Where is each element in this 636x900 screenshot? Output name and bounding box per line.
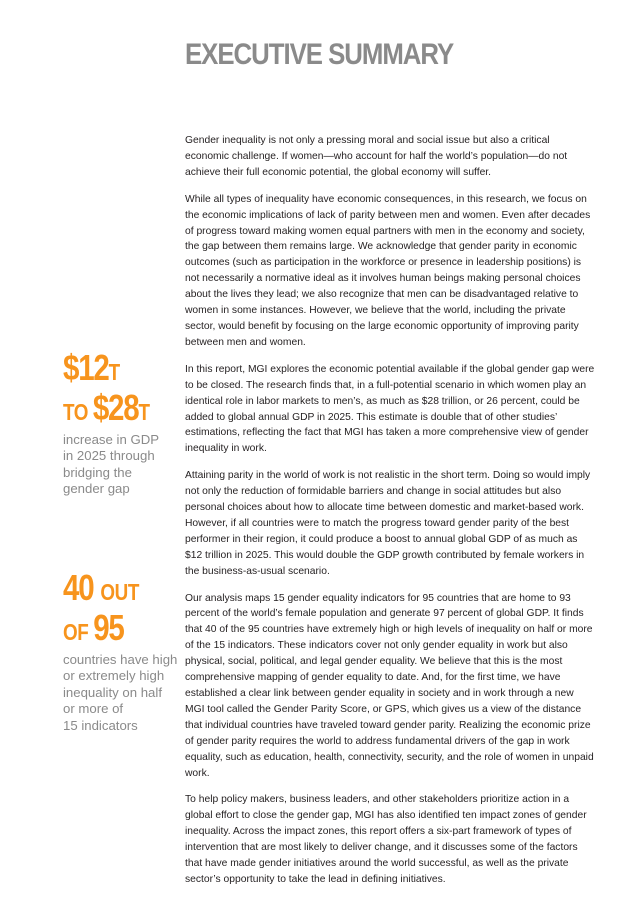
stat-figure-line — [63, 347, 161, 390]
stat-unit: T — [138, 399, 150, 425]
stat-unit: T — [108, 359, 120, 385]
stat-connector: OUT — [100, 579, 139, 605]
stat-number: 40 — [63, 567, 101, 608]
stat-callout-gdp — [63, 347, 183, 498]
stat-description-line: gender gap — [63, 481, 130, 497]
stat-description-line: or more of — [63, 701, 124, 717]
stat-description-line: or extremely high — [63, 668, 165, 684]
stat-description-line: inequality on half — [63, 684, 162, 700]
stat-number: $12 — [63, 347, 109, 388]
body-paragraph: To help policy makers, business leaders, and other stakeholders prioritize action in a global effort to close the gender gap, MGI has also identified ten impact zones of gender inequality. Across the impact zones, this report offers a six-part framework of types of intervention that are most likely to deliver change, and it discusses some of the factors that have made gender initiatives around the world successful, as well as the private sector’s opportunity to take the lead in defining initiatives. — [185, 794, 587, 885]
stat-description-line: 15 indicators — [63, 717, 138, 733]
stat-description-line: increase in GDP — [63, 432, 160, 447]
stat-description-line: bridging the — [63, 464, 132, 480]
body-paragraph: Our analysis maps 15 gender equality indicators for 95 countries that are home to 93 percent of the world’s female population and generate 97 percent of global GDP. It finds that 40 of the 95 countries have extremely high or high levels of inequality on half or more of the 15 indicators. These indicators cover not only gender equality in work but also physical, social, political, and legal gender equality. We believe that this is the most comprehensive mapping of gender equality to date. And, for the first time, we have established a clear link between gender equality in society and in work through a new MGI tool called the Gender Parity Score, or GPS, which gives us a view of the distance that individual countries have traveled toward gender parity. Realizing the economic prize of gender parity requires the world to address fundamental drivers of the gap in work equality, such as education, health, connectivity, security, and the role of women in unpaid work. — [185, 592, 594, 779]
stat-figure-gdp — [63, 347, 161, 430]
body-paragraph: Gender inequality is not only a pressing moral and social issue but also a critical economic challenge. If women—who account for half the world’s population—do not achieve their full economic potential, the global economy will suffer. — [185, 135, 568, 178]
stat-connector: TO — [63, 399, 93, 425]
stat-figure-countries — [63, 567, 161, 650]
body-paragraph: Attaining parity in the world of work is not realistic in the short term. Doing so would imply not only the reduction of formidable barriers and change in social attitudes but also personal choices about how to allocate time between domestic and market-based work. However, if all countries were to match the progress toward gender parity of the best performer in their region, it could produce a boost to annual global GDP of as much as $12 trillion in 2025. This would double the GDP growth contributed by female workers in the business-as-usual scenario. — [185, 470, 591, 577]
stat-connector: OF — [63, 619, 94, 645]
stat-number: $28 — [92, 387, 139, 428]
stat-number: 95 — [93, 607, 124, 648]
body-text-column — [185, 133, 595, 899]
stat-description-countries — [63, 652, 183, 734]
page-title: EXECUTIVE SUMMARY — [185, 38, 454, 71]
body-paragraph: In this report, MGI explores the economic potential available if the global gender gap were to be closed. The research finds that, in a full-potential scenario in which women play an identical role in labor markets to men’s, as much as $28 trillion, or 26 percent, could be added to global annual GDP in 2025. This estimate is double that of other studies’ estimations, reflecting the fact that MGI has taken a more comprehensive view of gender inequality in work. — [185, 363, 595, 455]
stat-description-line: in 2025 through — [63, 448, 155, 464]
stat-figure-line — [63, 567, 161, 610]
stat-description-gdp — [63, 432, 183, 498]
stat-description-line: countries have high — [63, 652, 178, 667]
stat-callout-countries — [63, 567, 183, 734]
body-paragraph: While all types of inequality have economic consequences, in this research, we focus on the economic implications of lack of parity between men and women. Even after decades of progress toward making women equal partners with men in the economy and society, the gap between them remains large. We acknowledge that gender parity in economic outcomes (such as participation in the workforce or presence in leadership positions) is not necessarily a normative ideal as it involves human beings making personal choices about the lives they lead; we also recognize that men can be disadvantaged relative to women in some instances. However, we believe that the world, including the private sector, would benefit by focusing on the large economic opportunity of improving parity between men and women. — [185, 193, 591, 348]
stat-figure-line — [63, 607, 161, 650]
stat-figure-line — [63, 387, 161, 430]
